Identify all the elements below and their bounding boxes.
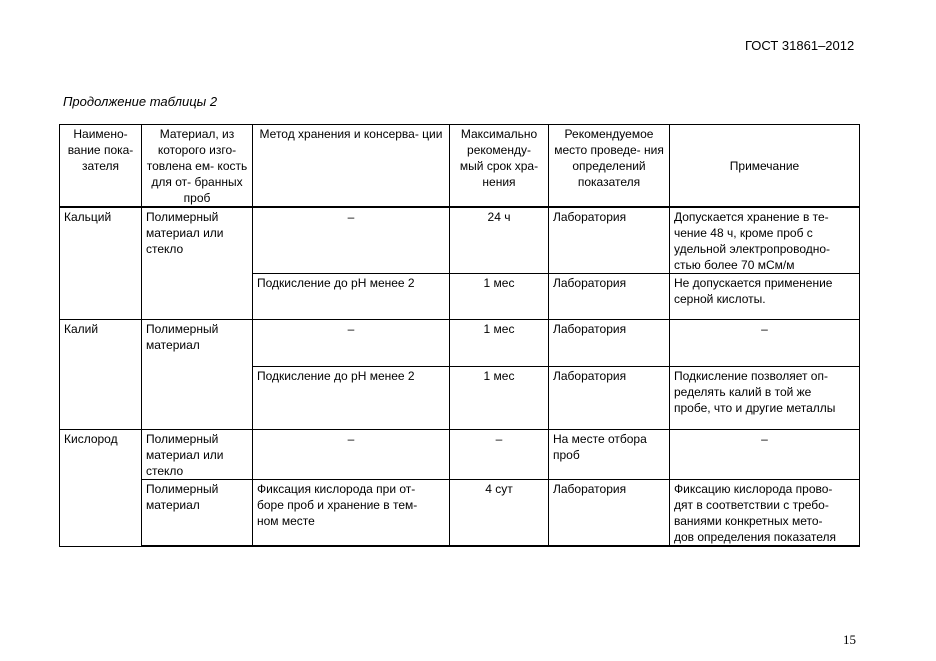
indicator-cell: Калий <box>60 320 142 430</box>
term-cell: 24 ч <box>450 207 549 274</box>
term-cell: 1 мес <box>450 274 549 320</box>
material-cell: Полимерный материал <box>142 320 253 430</box>
place-cell: Лаборатория <box>549 207 670 274</box>
note-cell: – <box>670 320 860 367</box>
note-cell: Подкисление позволяет оп- ределять калий в той же пробе, что и другие металлы <box>670 367 860 430</box>
place-cell: На месте отбора проб <box>549 430 670 480</box>
place-cell: Лаборатория <box>549 274 670 320</box>
place-cell: Лаборатория <box>549 480 670 547</box>
table-caption: Продолжение таблицы 2 <box>63 94 218 109</box>
method-cell: Подкисление до pH менее 2 <box>253 367 450 430</box>
header-place: Рекомендуемое место проведе- ния определений показателя <box>549 125 670 208</box>
table-row <box>60 480 860 547</box>
term-cell: 1 мес <box>450 367 549 430</box>
method-cell: Подкисление до pH менее 2 <box>253 274 450 320</box>
table-header-row <box>60 125 860 208</box>
term-cell: 1 мес <box>450 320 549 367</box>
page-number: 15 <box>843 632 856 647</box>
place-cell: Лаборатория <box>549 367 670 430</box>
header-note: Примечание <box>670 125 860 208</box>
material-cell: Полимерный материал или стекло <box>142 207 253 320</box>
note-cell: Не допускается применение серной кислоты. <box>670 274 860 320</box>
indicator-cell: Кальций <box>60 207 142 320</box>
header-material: Материал, из которого изго- товлена ем- кость для от- бранных проб <box>142 125 253 208</box>
note-cell: – <box>670 430 860 480</box>
table-row <box>60 320 860 367</box>
header-indicator: Наимено- вание пока- зателя <box>60 125 142 208</box>
header-method: Метод хранения и консерва- ции <box>253 125 450 208</box>
material-cell: Полимерный материал или стекло <box>142 430 253 480</box>
place-cell: Лаборатория <box>549 320 670 367</box>
method-cell: Фиксация кислорода при от- боре проб и хранение в тем- ном месте <box>253 480 450 547</box>
indicator-cell: Кислород <box>60 430 142 547</box>
document-code: ГОСТ 31861–2012 <box>745 38 855 53</box>
header-term: Максимально рекоменду- мый срок хра- нения <box>450 125 549 208</box>
term-cell: 4 сут <box>450 480 549 547</box>
storage-table <box>59 124 860 547</box>
method-cell: – <box>253 320 450 367</box>
material-cell: Полимерный материал <box>142 480 253 547</box>
note-cell: Фиксацию кислорода прово- дят в соответствии с требо- ваниями конкретных мето- дов определения показателя <box>670 480 860 547</box>
table-row <box>60 430 860 480</box>
note-cell: Допускается хранение в те- чение 48 ч, кроме проб с удельной электропроводно- стью более 70 мСм/м <box>670 207 860 274</box>
method-cell: – <box>253 207 450 274</box>
method-cell: – <box>253 430 450 480</box>
term-cell: – <box>450 430 549 480</box>
table-row <box>60 207 860 274</box>
